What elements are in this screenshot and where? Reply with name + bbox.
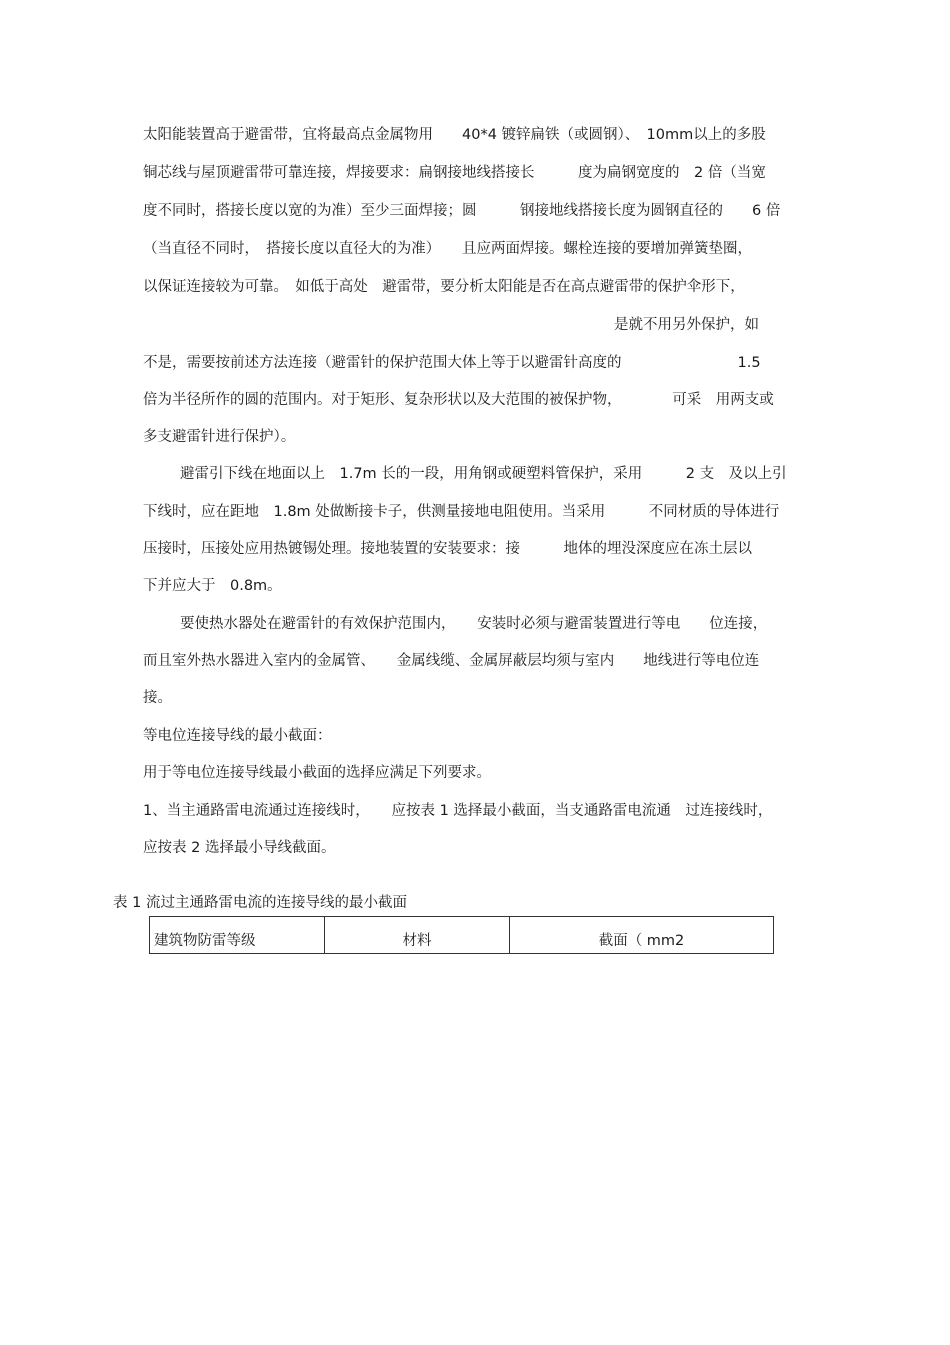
table-header-cell: 截面（ mm2 bbox=[510, 917, 774, 954]
body-line: 要使热水器处在避雷针的有效保护范围内， 安装时必须与避雷装置进行等电 位连接， bbox=[180, 616, 768, 632]
table-header-cell: 建筑物防雷等级 bbox=[150, 917, 325, 954]
body-line: 铜芯线与屋顶避雷带可靠连接，焊接要求：扁钢接地线搭接长 度为扁钢宽度的 2 倍（当宽 bbox=[143, 165, 766, 181]
body-line: 多支避雷针进行保护）。 bbox=[143, 429, 296, 445]
body-line: 1、当主通路雷电流通过连接线时， 应按表 1 选择最小截面，当支通路雷电流通 过连接线时， bbox=[143, 803, 773, 819]
body-line: 不是，需要按前述方法连接（避雷针的保护范围大体上等于以避雷针高度的 1.5 bbox=[143, 355, 761, 371]
body-line: 下线时，应在距地 1.8m 处做断接卡子，供测量接地电阻使用。当采用 不同材质的导体进行 bbox=[143, 504, 780, 520]
body-line: 避雷引下线在地面以上 1.7m 长的一段，用角钢或硬塑料管保护，采用 2 支 及以上引 bbox=[180, 466, 787, 482]
min-section-table bbox=[149, 916, 774, 954]
body-line: 接。 bbox=[143, 690, 172, 706]
body-line: 用于等电位连接导线最小截面的选择应满足下列要求。 bbox=[143, 765, 491, 781]
table-caption: 表 1 流过主通路雷电流的连接导线的最小截面 bbox=[113, 895, 407, 911]
body-line: 太阳能装置高于避雷带，宜将最高点金属物用 40*4 镀锌扁铁（或圆钢）、 10mm以上的多股 bbox=[143, 127, 766, 143]
body-line: 是就不用另外保护，如 bbox=[614, 317, 759, 333]
body-line: 以保证连接较为可靠。 如低于高处 避雷带，要分析太阳能是否在高点避雷带的保护伞形下， bbox=[143, 279, 745, 295]
section-heading: 等电位连接导线的最小截面： bbox=[143, 728, 332, 744]
body-line: 应按表 2 选择最小导线截面。 bbox=[143, 840, 336, 856]
body-line: 下并应大于 0.8m。 bbox=[143, 578, 282, 594]
body-line: 度不同时，搭接长度以宽的为准）至少三面焊接；圆 钢接地线搭接长度为圆钢直径的 6 倍 bbox=[143, 203, 781, 219]
body-line: （当直径不同时， 搭接长度以直径大的为准） 且应两面焊接。螺栓连接的要增加弹簧垫圈， bbox=[143, 241, 752, 257]
body-line: 而且室外热水器进入室内的金属管、 金属线缆、金属屏蔽层均须与室内 地线进行等电位连 bbox=[143, 653, 760, 669]
table-header-cell: 材料 bbox=[325, 917, 510, 954]
body-line: 倍为半径所作的圆的范围内。对于矩形、复杂形状以及大范围的被保护物， 可采 用两支或 bbox=[143, 392, 774, 408]
table-header-row bbox=[150, 917, 774, 954]
body-line: 压接时，压接处应用热镀锡处理。接地装置的安装要求：接 地体的埋没深度应在冻土层以 bbox=[143, 541, 752, 557]
